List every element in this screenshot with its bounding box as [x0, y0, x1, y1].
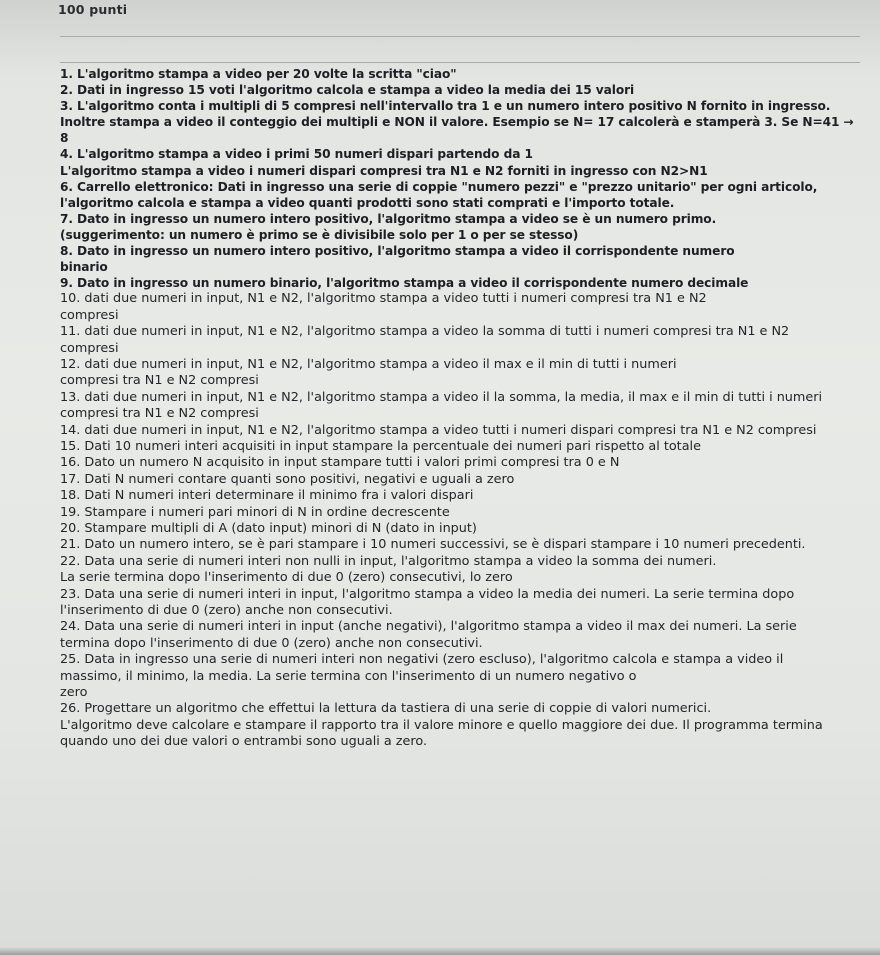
exercise-11: 11. dati due numeri in input, N1 e N2, l'algoritmo stampa a video la somma di tutti i numeri compresi tra N1 e N2 compresi [60, 324, 790, 356]
exercise-10: 10. dati due numeri in input, N1 e N2, l'algoritmo stampa a video tutti i numeri compresi tra N1 e N2 compresi [60, 291, 707, 323]
exercise-12: 12. dati due numeri in input, N1 e N2, l'algoritmo stampa a video il max e il min di tutti i numeri compresi tra N1 e N2 compresi [60, 356, 677, 389]
exercise-17: 17. Dati N numeri contare quanti sono positivi, negativi e uguali a zero [60, 471, 515, 487]
exercise-3: 3. L'algoritmo conta i multipli di 5 compresi nell'intervallo tra 1 e un numero intero positivo N fornito in ingresso. Inoltre stampa a video il conteggio dei multipli e NON il valore. Esempio se N= 17 calcolerà e stamperà 3. Se N=41 → 8 [60, 99, 854, 146]
header-rule [60, 36, 860, 37]
separator-rule [60, 62, 860, 63]
exercise-19: 19. Stampare i numeri pari minori di N in ordine decrescente [60, 504, 450, 520]
exercise-25: 25. Data in ingresso una serie di numeri interi non negativi (zero escluso), l'algoritmo calcola e stampa a video il massimo, il minimo, la media. La serie termina con l'inserimento di un numero negativo o zero [60, 652, 784, 701]
exercise-8: 8. Dato in ingresso un numero intero positivo, l'algoritmo stampa a video il corrispondente numero binario [60, 244, 735, 275]
exercise-21: 21. Dato un numero intero, se è pari stampare i 10 numeri successivi, se è dispari stampare i 10 numeri precedenti. [60, 537, 806, 553]
photo-bottom-shadow [0, 947, 880, 955]
exercise-15: 15. Dati 10 numeri interi acquisiti in input stampare la percentuale dei numeri pari rispetto al totale [60, 438, 701, 454]
exercise-7: 7. Dato in ingresso un numero intero positivo, l'algoritmo stampa a video se è un numero primo. (suggerimento: un numero è primo se è divisibile solo per 1 o per se stesso) [60, 211, 717, 242]
exercise-2: 2. Dati in ingresso 15 voti l'algoritmo calcola e stampa a video la media dei 15 valori [60, 83, 635, 98]
exercise-4: 4. L'algoritmo stampa a video i primi 50 numeri dispari partendo da 1 [60, 147, 533, 162]
exercise-20: 20. Stampare multipli di A (dato input) minori di N (dato in input) [60, 521, 477, 536]
exercise-13: 13. dati due numeri in input, N1 e N2, l'algoritmo stampa a video il la somma, la media, il max e il min di tutti i numeri compresi tra N1 e N2 compresi [60, 389, 823, 422]
exercise-22: 22. Data una serie di numeri interi non nulli in input, l'algoritmo stampa a video la somma dei numeri. La serie termina dopo l'inserimento di due 0 (zero) consecutivi, lo zero [60, 553, 717, 586]
exercise-24: 24. Data una serie di numeri interi in input (anche negativi), l'algoritmo stampa a video il max dei numeri. La serie termina dopo l'inserimento di due 0 (zero) anche non consecutivi. [60, 619, 797, 651]
page-header: 100 punti [58, 2, 128, 17]
exercise-6: 6. Carrello elettronico: Dati in ingresso una serie di coppie "numero pezzi" e "prezzo unitario" per ogni articolo, l'algoritmo calcola e stampa a video quanti prodotti sono stati comprati e l'importo totale. [60, 179, 818, 210]
exercise-18: 18. Dati N numeri interi determinare il minimo fra i valori dispari [60, 488, 474, 504]
exercise-14: 14. dati due numeri in input, N1 e N2, l'algoritmo stampa a video tutti i numeri dispari compresi tra N1 e N2 compresi [60, 422, 817, 438]
exercise-23: 23. Data una serie di numeri interi in input, l'algoritmo stampa a video la media dei numeri. La serie termina dopo l'inserimento di due 0 (zero) anche non consecutivi. [60, 586, 795, 619]
exercise-16: 16. Dato un numero N acquisito in input stampare tutti i valori primi compresi tra 0 e N [60, 455, 620, 471]
exercise-9: 9. Dato in ingresso un numero binario, l'algoritmo stampa a video il corrispondente numero decimale [60, 276, 749, 291]
exercise-list [60, 66, 860, 751]
exercise-26: 26. Progettare un algoritmo che effettui la lettura da tastiera di una serie di coppie di valori numerici. L'algoritmo deve calcolare e stampare il rapporto tra il valore minore e quello maggiore dei due. Il programma termina quando uno dei due valori o entrambi sono uguali a zero. [60, 701, 823, 750]
exercise-1: 1. L'algoritmo stampa a video per 20 volte la scritta "ciao" [60, 67, 457, 81]
exercise-5: L'algoritmo stampa a video i numeri dispari compresi tra N1 e N2 forniti in ingresso con N2>N1 [60, 163, 708, 178]
